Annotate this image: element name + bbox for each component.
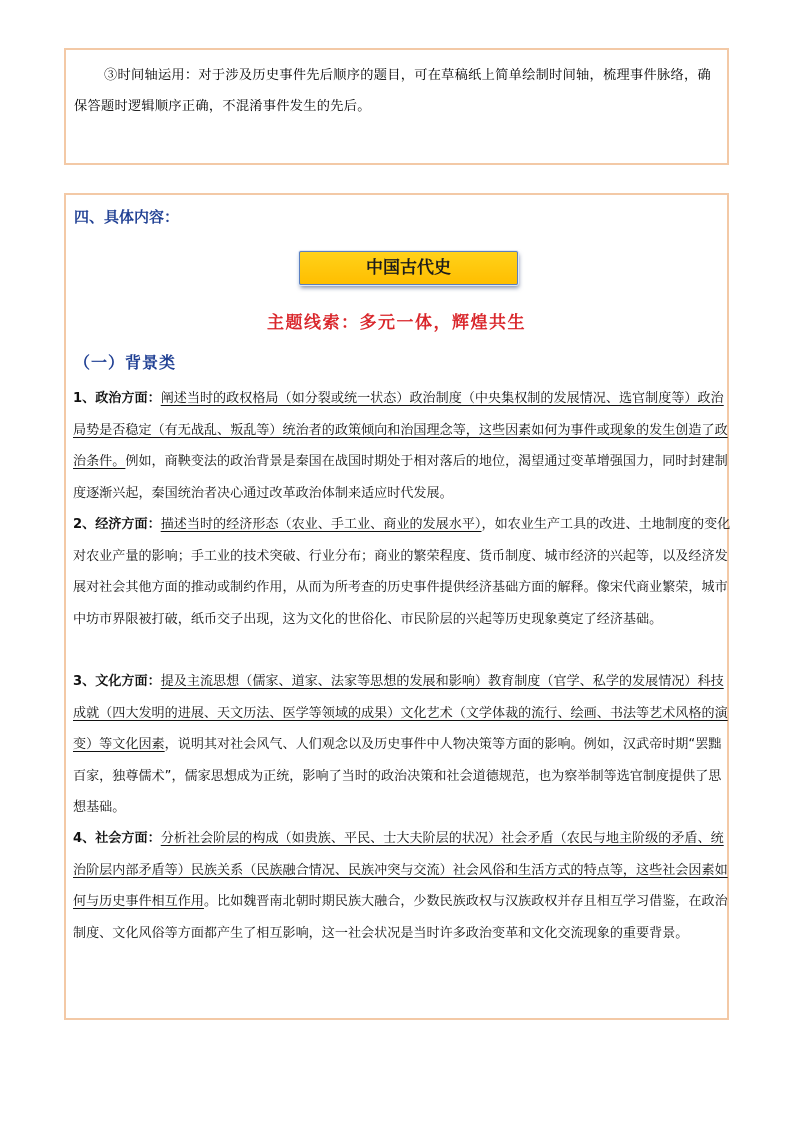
underlined-text: 描述当时的经济形态（农业、手工业、商业的发展水平） [160,517,482,532]
paragraph-economy [73,509,731,635]
paragraph-culture [73,666,731,824]
timeline-tip-text: ③时间轴运用：对于涉及历史事件先后顺序的题目，可在草稿纸上简单绘制时间轴，梳理事件脉络，确保答题时逻辑顺序正确，不混淆事件发生的先后。 [74,68,711,114]
theme-line: 主题线索：多元一体，辉煌共生 [267,313,526,333]
paragraph-body: 例如，商鞅变法的政治背景是秦国在战国时期处于相对落后的地位，渴望通过变革增强国力，同时封建制度逐渐兴起，秦国统治者决心通过改革政治体制来适应时代发展。 [73,454,728,501]
section-heading: 四、具体内容： [74,208,180,226]
paragraph-lead: 2、经济方面： [73,517,161,532]
paragraph-politics [73,383,731,509]
content-box [64,193,729,1020]
underlined-text: 阐述当时的政权格局（如分裂或统一状态）政治制度（中央集权制的发展情况、选官制度等）政治局势是否稳定（有无战乱、叛乱等）统治者的政策倾向和治国理念等，这些因素如何为事件或现象的发生创造了政治条件。 [73,391,728,469]
paragraph-lead: 3、文化方面： [73,674,161,689]
paragraph-society [73,823,731,949]
paragraph-body: 。比如魏晋南北朝时期民族大融合，少数民族政权与汉族政权并存且相互学习借鉴，在政治制度、文化风俗等方面都产生了相互影响，这一社会状况是当时许多政治变革和文化交流现象的重要背景。 [73,894,728,941]
subsection-heading: （一）背景类 [74,353,177,372]
underlined-text: 提及主流思想（儒家、道家、法家等思想的发展和影响）教育制度（官学、私学的发展情况）科技成就（四大发明的进展、天文历法、医学等领域的成果）文化艺术（文学体裁的流行、绘画、书法等艺术风格的演变）等文化因素 [73,674,728,752]
topic-banner: 中国古代史 [299,251,518,285]
paragraph-body: ，如农业生产工具的改进、土地制度的变化对农业产量的影响；手工业的技术突破、行业分布；商业的繁荣程度、货币制度、城市经济的兴起等，以及经济发展对社会其他方面的推动或制约作用，从而为所考查的历史事件提供经济基础方面的解释。像宋代商业繁荣，城市中坊市界限被打破，纸币交子出现，这为文化的世俗化、市民阶层的兴起等历史现象奠定了经济基础。 [73,517,731,627]
paragraph-body: ，说明其对社会风气、人们观念以及历史事件中人物决策等方面的影响。例如，汉武帝时期“罢黜百家，独尊儒术”，儒家思想成为正统，影响了当时的政治决策和社会道德规范，也为察举制等选官制度提供了思想基础。 [73,737,722,815]
underlined-text: 分析社会阶层的构成（如贵族、平民、士大夫阶层的状况）社会矛盾（农民与地主阶级的矛盾、统治阶层内部矛盾等）民族关系（民族融合情况、民族冲突与交流）社会风俗和生活方式的特点等，这些社会因素如何与历史事件相互作用 [73,831,728,909]
tip-box [64,48,729,165]
paragraph-lead: 1、政治方面： [73,391,161,406]
paragraph-lead: 4、社会方面： [73,831,161,846]
